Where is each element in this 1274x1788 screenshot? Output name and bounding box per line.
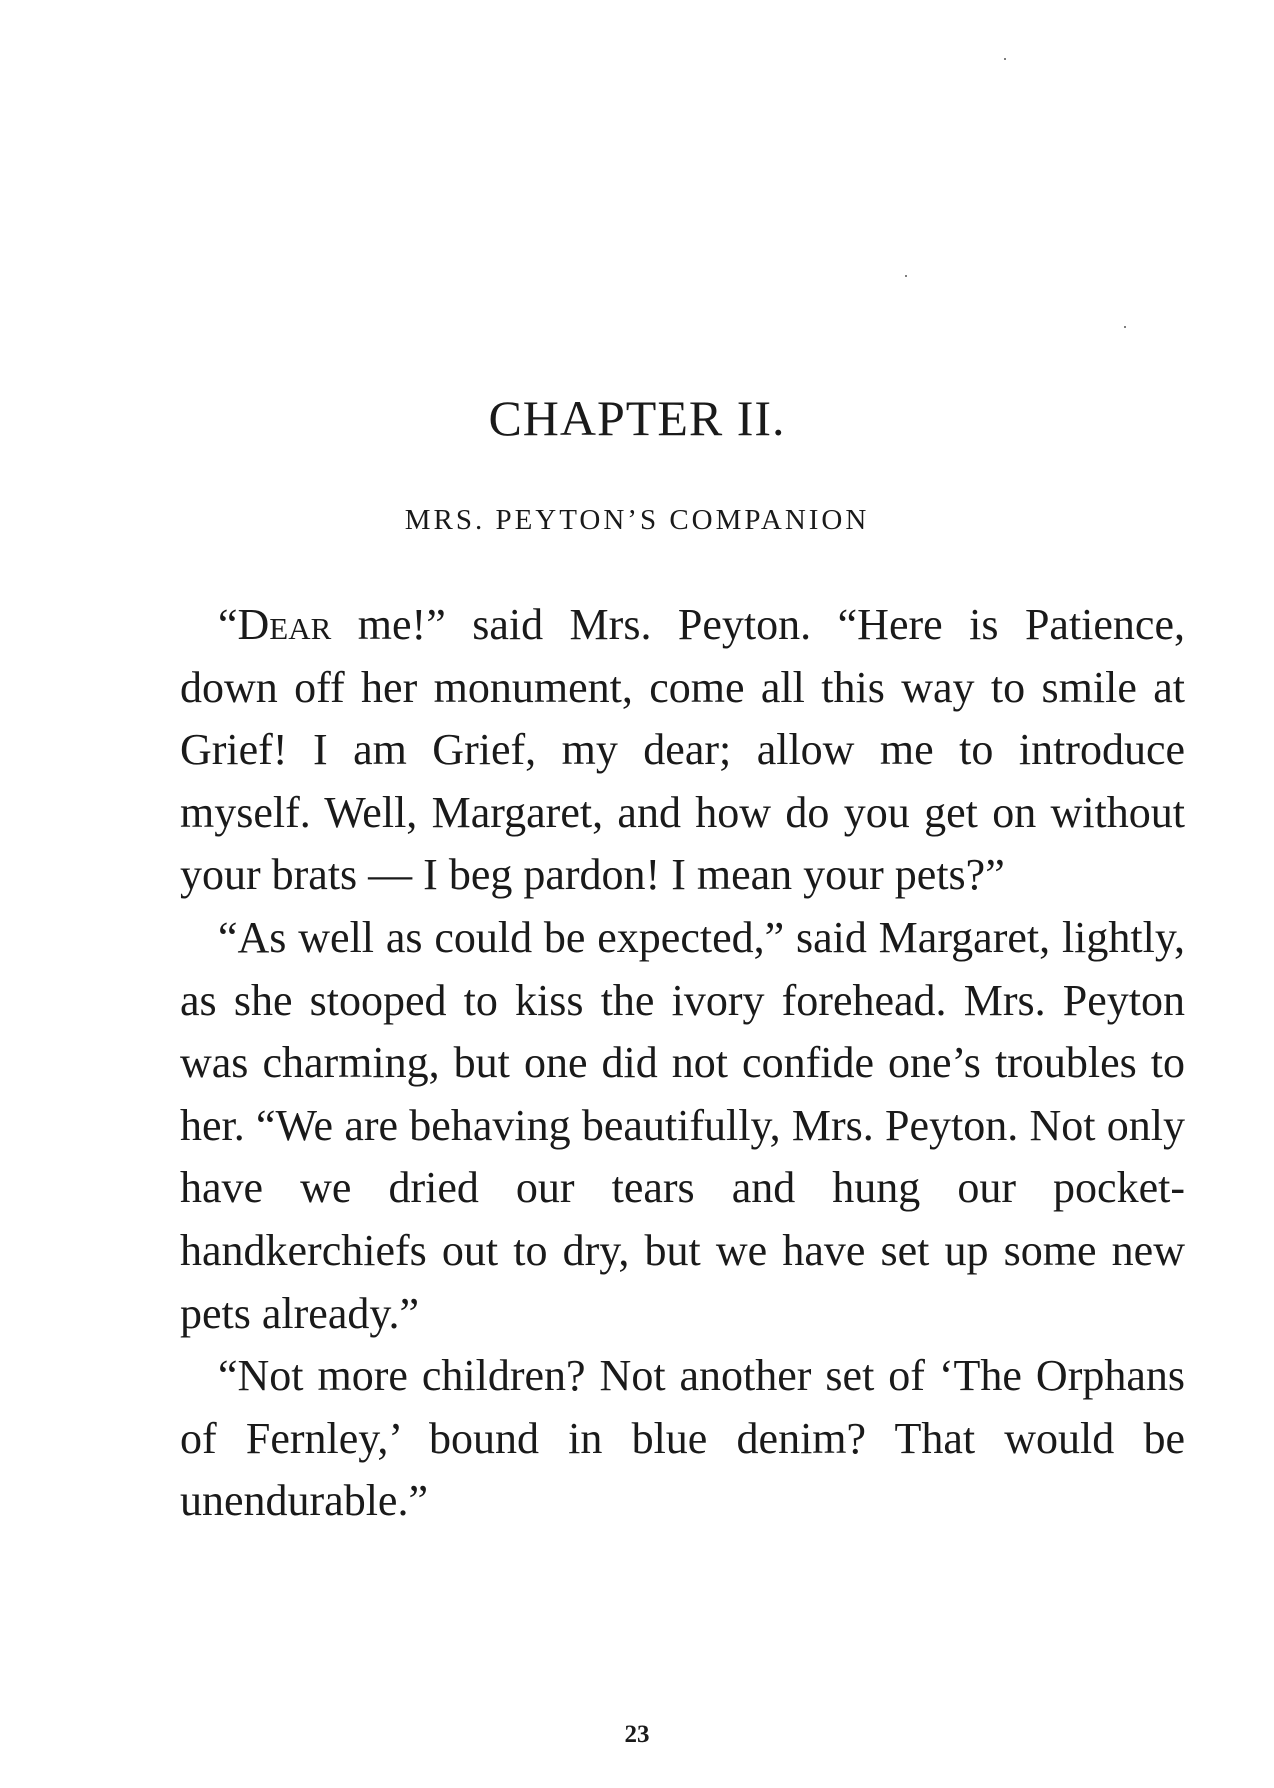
paragraph-3-text: “Not more children? Not another set of ‘The Orphans of Fernley,’ bound in blue denim? That would be unendurable.”	[180, 1351, 1185, 1526]
paragraph-2	[180, 907, 1185, 1345]
paragraph-1	[180, 594, 1185, 907]
paragraph-2-text: “As well as could be expected,” said Margaret, lightly, as she stooped to kiss the ivory forehead. Mrs. Peyton was charming, but one did not confide one’s troubles to her. “We are behaving beautifully, Mrs. Peyton. Not only have we dried our tears and hung our pocket-handkerchiefs out to dry, but we have set up some new pets already.”	[180, 912, 1185, 1338]
paragraph-1-open-quote: “	[218, 600, 238, 649]
chapter-subtitle: MRS. PEYTON’S COMPANION	[404, 504, 870, 536]
paper-speck	[1004, 58, 1006, 60]
body-text	[180, 594, 1185, 1533]
paragraph-1-text: me!” said Mrs. Peyton. “Here is Patience, down off her monument, come all this way to smile at Grief! I am Grief, my dear; allow me to introduce myself. Well, Margaret, and how do you get on without your brats — I beg pardon! I mean your pets?”	[180, 600, 1185, 900]
chapter-heading: CHAPTER II.	[488, 390, 786, 446]
paragraph-3	[180, 1345, 1185, 1533]
paragraph-1-drop-word: Dear	[237, 600, 332, 649]
page-number: 23	[624, 1721, 650, 1748]
paper-speck	[1124, 326, 1126, 328]
paper-speck	[905, 275, 907, 277]
